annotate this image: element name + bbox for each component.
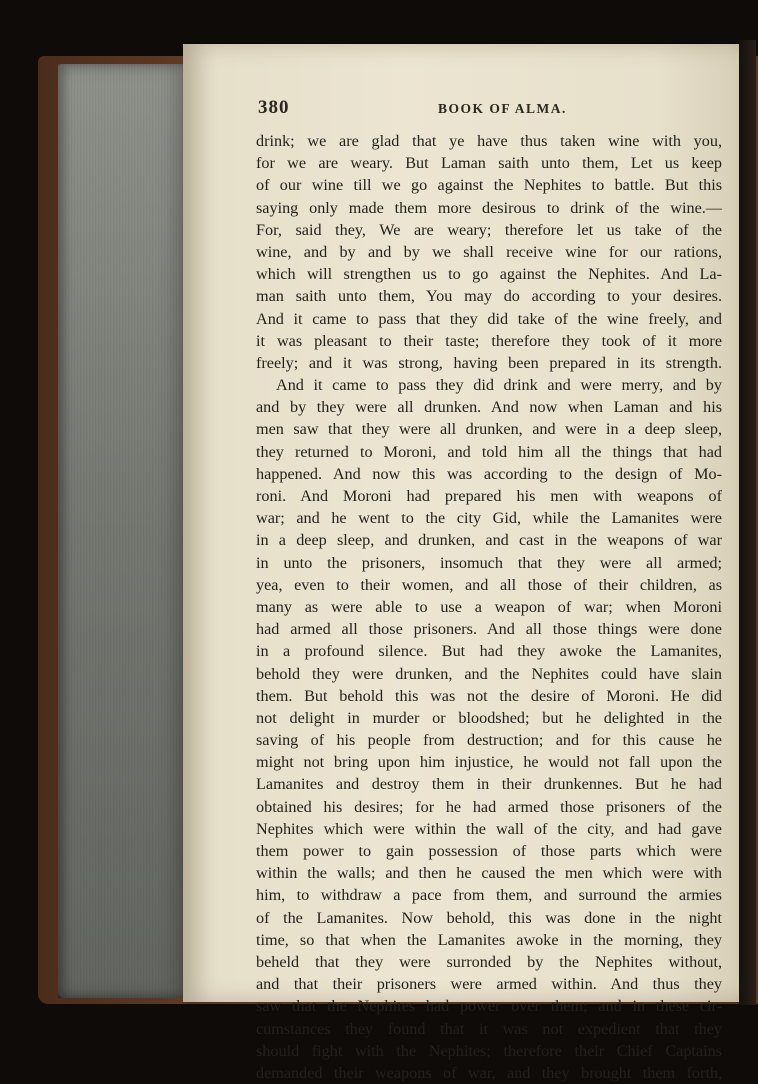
text-line: men saw that they were all drunken, and were in a deep sleep,: [256, 420, 722, 439]
text-line: wine, and by and by we shall receive wine for our rations,: [256, 242, 722, 261]
page-header: [258, 97, 738, 121]
text-line: cumstances they found that it was not expedient that they: [256, 1019, 722, 1038]
text-line: it was pleasant to their taste; therefore they took of it more: [256, 331, 722, 350]
text-line: saving of his people from destruction; and for this cause he: [256, 731, 722, 750]
text-line: might not bring upon him injustice, he would not fall upon the: [256, 753, 722, 772]
text-line: time, so that when the Lamanites awoke in the morning, they: [256, 930, 722, 949]
text-line: beheld that they were surronded by the Nephites without,: [256, 952, 722, 971]
text-line: they returned to Moroni, and told him all the things that had: [256, 442, 722, 461]
text-line: them power to gain possession of those parts which were: [256, 842, 722, 860]
text-line: should fight with the Nephites; therefore their Chief Captains: [256, 1041, 722, 1060]
text-line: in a profound silence. But had they awoke the Lamanites,: [256, 642, 722, 661]
text-line: not delight in murder or bloodshed; but he delighted in the: [256, 708, 722, 727]
page-edges: [58, 64, 186, 998]
text-line: For, said they, We are weary; therefore let us take of the: [256, 220, 722, 239]
text-line: war; and he went to the city Gid, while the Lamanites were: [256, 509, 722, 528]
text-line: and that their prisoners were armed within. And thus they: [256, 975, 722, 994]
text-line: Lamanites and destroy them in their drunkennes. But he had: [256, 775, 722, 794]
text-line: within the walls; and then he caused the men which were with: [256, 864, 722, 883]
text-line: roni. And Moroni had prepared his men with weapons of: [256, 487, 722, 505]
text-line: yea, even to their women, and all those of their children, as: [256, 575, 722, 594]
text-line: saying only made them more desirous to drink of the wine.—: [256, 198, 722, 217]
text-line: him, to withdraw a pace from them, and surround the armies: [256, 886, 722, 905]
running-head: BOOK OF ALMA.: [438, 101, 567, 116]
text-line: happened. And now this was according to the design of Mo-: [256, 464, 722, 483]
text-line: demanded their weapons of war, and they brought them forth,: [256, 1063, 722, 1082]
text-line: them. But behold this was not the desire of Moroni. He did: [256, 686, 722, 705]
text-line: in unto the prisoners, insomuch that they were all armed;: [256, 553, 722, 572]
text-line: and by they were all drunken. And now when Laman and his: [256, 398, 722, 417]
text-line: which will strengthen us to go against the Nephites. And La-: [256, 265, 722, 284]
text-line: behold they were drunken, and the Nephites could have slain: [256, 664, 722, 683]
text-line: saw that the Nephites had power over them; and in these cir-: [256, 997, 722, 1016]
text-line: And it came to pass they did drink and were merry, and by: [276, 376, 722, 395]
text-line: many as were able to use a weapon of war; when Moroni: [256, 597, 722, 616]
text-line: And it came to pass that they did take of the wine freely, and: [256, 309, 722, 328]
text-line: obtained his desires; for he had armed those prisoners of the: [256, 797, 722, 816]
text-line: Nephites which were within the wall of the city, and had gave: [256, 819, 722, 838]
text-line: had armed all those prisoners. And all those things were done: [256, 620, 722, 639]
text-line: of the Lamanites. Now behold, this was done in the night: [256, 908, 722, 927]
text-line: of our wine till we go against the Nephites to battle. But this: [256, 176, 722, 195]
text-line: drink; we are glad that ye have thus taken wine with you,: [256, 132, 722, 150]
facing-page-gutter: [739, 40, 756, 1005]
text-line: for we are weary. But Laman saith unto them, Let us keep: [256, 154, 722, 173]
page-number: 380: [258, 97, 290, 118]
body-text: [256, 130, 722, 1084]
text-line: freely; and it was strong, having been prepared in its strength.: [256, 353, 722, 372]
text-line: man saith unto them, You may do according to your desires.: [256, 287, 722, 306]
text-line: in a deep sleep, and drunken, and cast in the weapons of war: [256, 531, 722, 550]
